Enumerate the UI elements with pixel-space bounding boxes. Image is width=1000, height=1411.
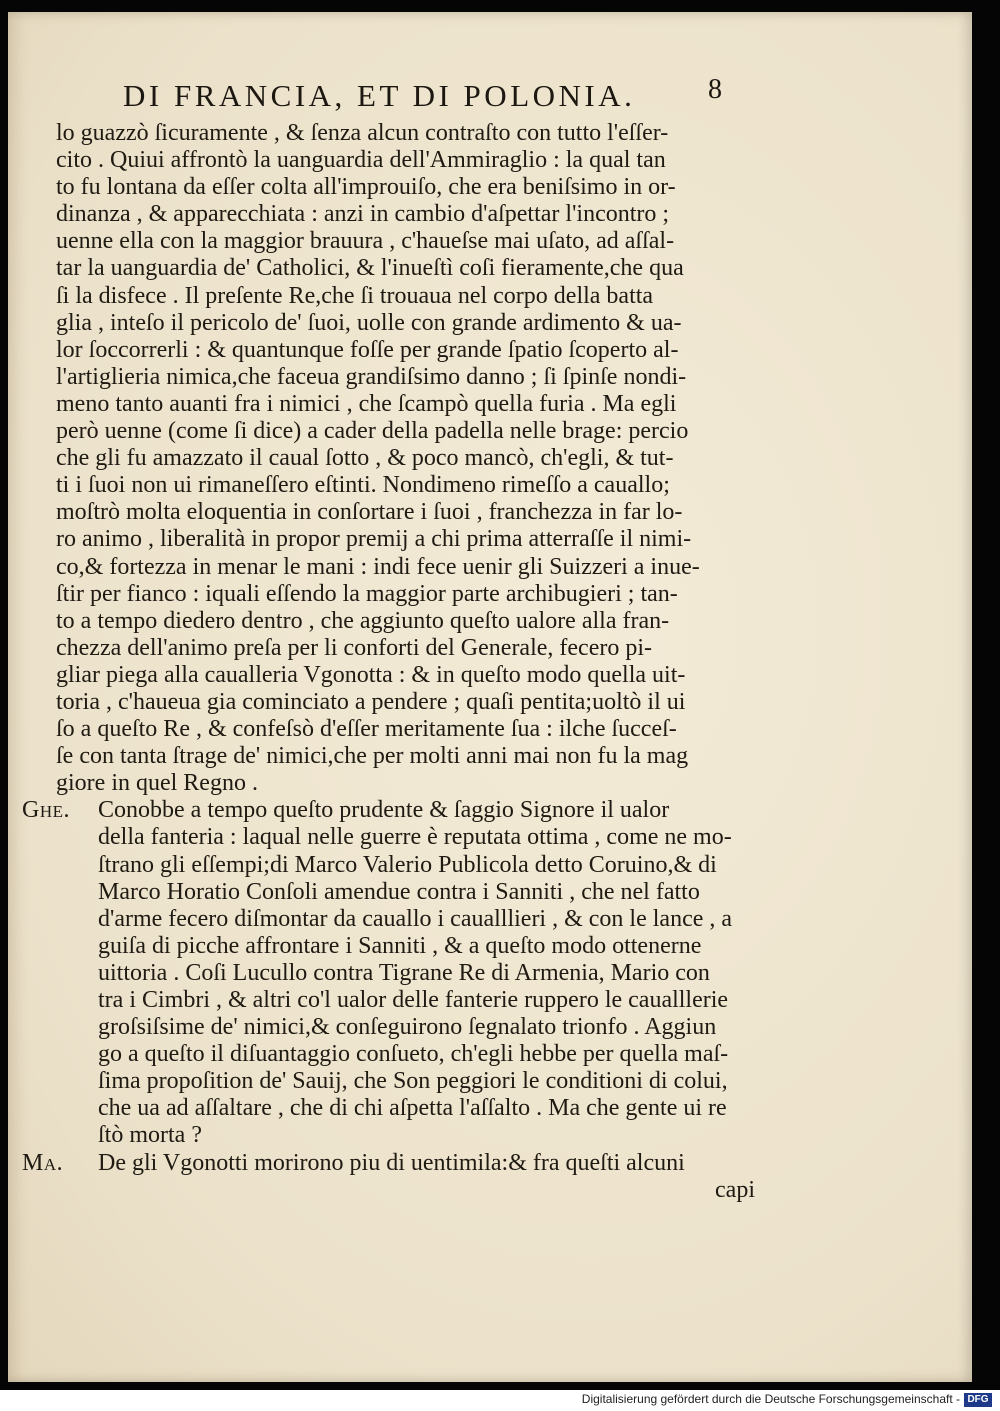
page-number: 8 [708, 74, 722, 105]
text-line: co,& fortezza in menar le mani : indi fece uenir gli Suizzeri a inue- [56, 553, 700, 580]
text-line: uenne ella con la maggior brauura , c'haueſse mai uſato, ad aſſal- [56, 228, 675, 255]
text-line: che ua ad aſſaltare , che di chi aſpetta l'aſſalto . Ma che gente ui re [98, 1095, 727, 1122]
text-line: uittoria . Coſi Lucullo contra Tigrane Re di Armenia, Mario con [98, 959, 710, 986]
text-line: però uenne (come ſi dice) a cader della padella nelle brage: percio [56, 418, 689, 445]
speaker-label-ghe: Ghe. [22, 797, 70, 824]
book-page [8, 12, 972, 1382]
text-line: l'artiglieria nimica,che faceua grandiſsimo danno ; ſi ſpinſe nondi- [56, 363, 687, 390]
text-line: ſtrano gli eſſempi;di Marco Valerio Publicola detto Coruino,& di [98, 851, 717, 878]
text-line: lor ſoccorrerli : & quantunque foſſe per grande ſpatio ſcoperto al- [56, 336, 679, 363]
speaker-label-ma: Ma. [22, 1149, 64, 1176]
text-line: ti i ſuoi non ui rimaneſſero eſtinti. Nondimeno rimeſſo a cauallo; [56, 472, 670, 499]
text-line: ſima propoſition de' Sauij, che Son peggiori le conditioni di colui, [98, 1068, 728, 1095]
digitization-footer [0, 1390, 1000, 1411]
text-line: chezza dell'animo preſa per li conforti del Generale, fecero pi- [56, 634, 653, 661]
text-line: della fanteria : laqual nelle guerre è reputata ottima , come ne mo- [98, 824, 732, 851]
text-line: ſi la disfece . Il preſente Re,che ſi trouaua nel corpo della batta [56, 282, 654, 309]
text-line: glia , inteſo il pericolo de' ſuoi, uolle con grande ardimento & ua- [56, 309, 682, 336]
catchword: capi [715, 1176, 755, 1203]
text-line: cito . Quiui affrontò la uanguardia dell'Ammiraglio : la qual tan [56, 147, 666, 174]
text-line: Marco Horatio Conſoli amendue contra i Sanniti , che nel fatto [98, 878, 700, 905]
text-line: gliar piega alla caualleria Vgonotta : & in queſto modo quella uit- [56, 661, 686, 688]
text-line: ſe con tanta ſtrage de' nimici,che per molti anni mai non fu la mag [56, 743, 689, 770]
body-text [22, 120, 755, 1207]
text-line: giore in quel Regno . [56, 770, 258, 797]
catchword-line [22, 1176, 755, 1207]
text-line: moſtrò molta eloquentia in conſortare i ſuoi , franchezza in far lo- [56, 499, 683, 526]
text-line: go a queſto il diſuantaggio conſueto, ch'egli hebbe per quella maſ- [98, 1041, 729, 1068]
text-line: d'arme fecero diſmontar da cauallo i caualllieri , & con le lance , a [98, 905, 733, 932]
text-line: to fu lontana da eſſer colta all'improuiſo, che era beniſsimo in or- [56, 174, 676, 201]
text-line: to a tempo diedero dentro , che aggiunto queſto ualore alla fran- [56, 607, 670, 634]
text-line: che gli fu amazzato il caual ſotto , & poco mancò, ch'egli, & tut- [56, 445, 674, 472]
speech-ghe-first-line: Ghe. Conobbe a tempo queſto prudente & ſaggio Signore il ualor [22, 797, 670, 824]
running-head [8, 74, 972, 118]
text-line: tar la uanguardia de' Catholici, & l'inueſtì coſi fieramente,che qua [56, 255, 684, 282]
text-line: ro animo , liberalità in propor premij a chi prima atterraſſe il nimi- [56, 526, 692, 553]
text-line: ſtir per fianco : iquali eſſendo la maggior parte archibugieri ; tan- [56, 580, 678, 607]
funding-credit: Digitalisierung gefördert durch die Deutsche Forschungsgemeinschaft - [581, 1392, 960, 1406]
text-line: ſtò morta ? [98, 1122, 202, 1149]
text-line: toria , c'haueua gia cominciato a pendere ; quaſi pentita;uoltò il ui [56, 688, 686, 715]
text-line: meno tanto auanti fra i nimici , che ſcampò quella furia . Ma egli [56, 390, 677, 417]
text-line: guiſa di picche affrontare i Sanniti , & a queſto modo ottenerne [98, 932, 702, 959]
text-line: ſo a queſto Re , & confeſsò d'eſſer meritamente ſua : ilche ſucceſ- [56, 716, 677, 743]
running-title: DI FRANCIA, ET DI POLONIA. [123, 78, 636, 113]
text-line: lo guazzò ſicuramente , & ſenza alcun contraſto con tutto l'eſſer- [56, 120, 669, 146]
text-line: dinanza , & apparecchiata : anzi in cambio d'aſpettar l'incontro ; [56, 201, 670, 228]
dfg-logo: DFG [964, 1393, 992, 1407]
speech-ma-first-line: Ma. De gli Vgonotti morirono piu di uentimila:& fra queſti alcuni [22, 1149, 685, 1176]
text-line: tra i Cimbri , & altri co'l ualor delle fanterie ruppero le caualllerie [98, 987, 729, 1013]
text-line: groſsiſsime de' nimici,& conſeguirono ſegnalato trionfo . Aggiun [98, 1014, 717, 1041]
